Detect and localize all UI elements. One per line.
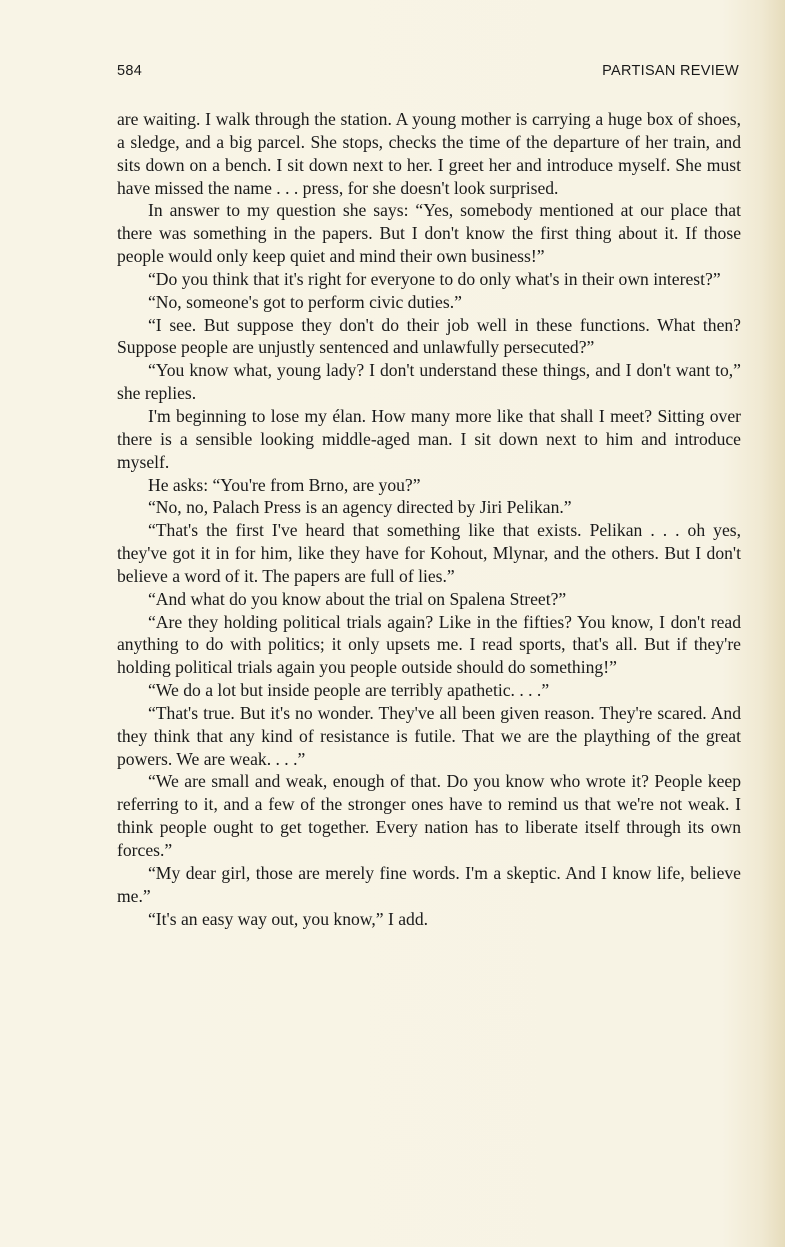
paragraph: “Do you think that it's right for everyone to do only what's in their own interest?” [148,268,721,289]
paragraph: “That's the first I've heard that something like that exists. Pelikan . . . oh yes, they've got it in for him, like they have for Kohout, Mlynar, and the others. But I don't believe a word of it. The papers are full of lies.” [117,520,741,586]
paragraph: He asks: “You're from Brno, are you?” [148,474,421,495]
journal-title: PARTISAN REVIEW [602,63,739,79]
running-head [117,63,739,83]
paragraph: I'm beginning to lose my élan. How many more like that shall I meet? Sitting over there is a sensible looking middle-aged man. I sit down next to him and introduce myself. [117,405,741,472]
body-text [117,108,741,930]
paragraph: “We are small and weak, enough of that. Do you know who wrote it? People keep referring to it, and a few of the stronger ones have to remind us that we're not weak. I think people ought to get together. Every nation has to liberate itself through its own forces.” [117,771,741,860]
paragraph: “I see. But suppose they don't do their job well in these functions. What then? Suppose people are unjustly sentenced and unlawfully persecuted?” [117,314,741,358]
paragraph: “And what do you know about the trial on Spalena Street?” [148,588,567,609]
paragraph: “No, no, Palach Press is an agency directed by Jiri Pelikan.” [148,497,572,518]
paragraph: “It's an easy way out, you know,” I add. [148,908,429,929]
paragraph: “My dear girl, those are merely fine words. I'm a skeptic. And I know life, believe me.” [117,862,741,906]
paragraph: “No, someone's got to perform civic duties.” [148,291,462,312]
paragraph: “We do a lot but inside people are terribly apathetic. . . .” [148,680,550,701]
paragraph: “You know what, young lady? I don't understand these things, and I don't want to,” she replies. [117,360,741,404]
paragraph: are waiting. I walk through the station. A young mother is carrying a huge box of shoes, a sledge, and a big parcel. She stops, checks the time of the departure of her train, and sits down on a bench. I sit down next to her. I greet her and introduce myself. She must have missed the name . . . press, for she doesn't look surprised. [117,109,741,198]
paragraph: In answer to my question she says: “Yes, somebody mentioned at our place that there was something in the papers. But I don't know the first thing about it. If those people would only keep quiet and mind their own business!” [117,200,741,267]
paragraph: “Are they holding political trials again? Like in the fifties? You know, I don't read anything to do with politics; it only upsets me. I read sports, that's all. But if they're holding political trials again you people outside should do something!” [117,611,741,678]
page-number: 584 [117,63,143,79]
paragraph: “That's true. But it's no wonder. They've all been given reason. They're scared. And they think that any kind of resistance is futile. That we are the plaything of the great powers. We are weak. . . .” [117,702,741,769]
